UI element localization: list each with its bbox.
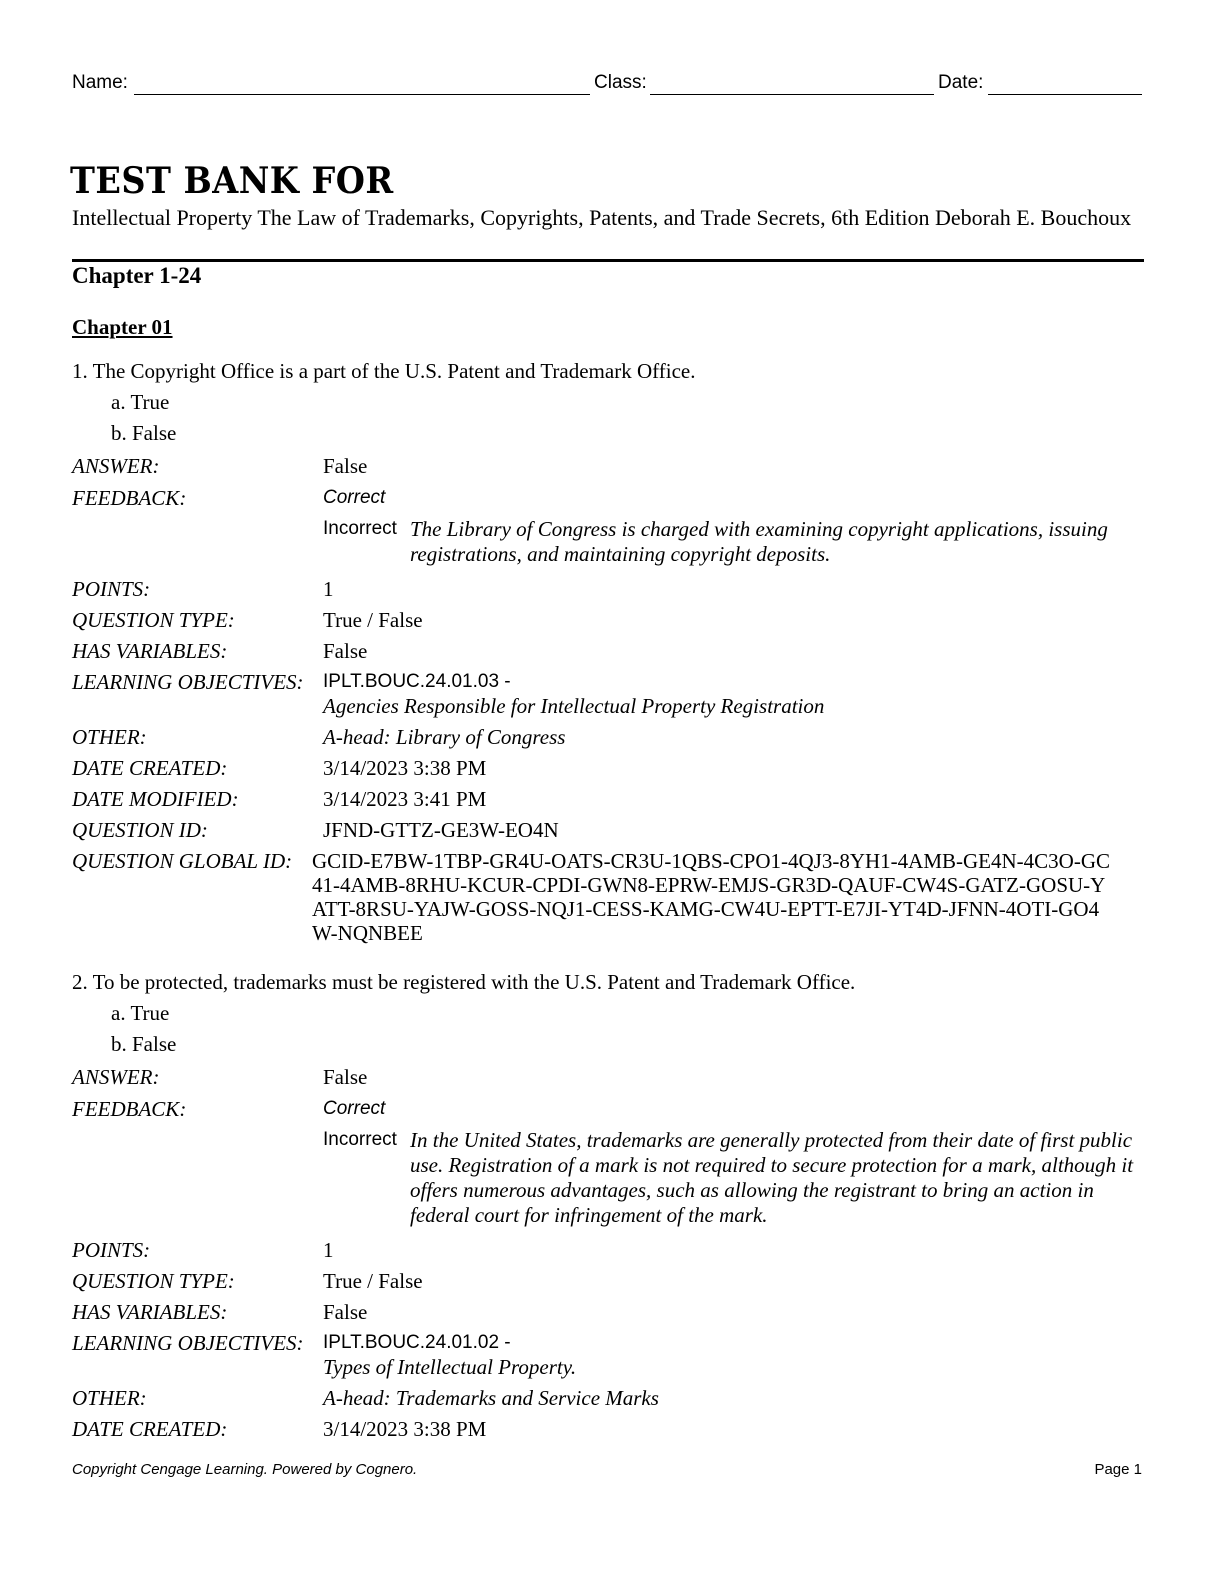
- learning-objectives-label: LEARNING OBJECTIVES:: [72, 1331, 304, 1355]
- answer-label: ANSWER:: [72, 454, 160, 478]
- date-created-value: 3/14/2023 3:38 PM: [323, 1417, 487, 1441]
- feedback-row: [72, 1097, 1146, 1228]
- question-type-value: True / False: [323, 608, 423, 632]
- option-true: a. True: [111, 1001, 170, 1025]
- question-id-row: [72, 818, 1146, 842]
- has-variables-value: False: [323, 639, 368, 663]
- other-row: [72, 725, 1146, 749]
- answer-value: False: [323, 454, 368, 478]
- chapter-range: Chapter 1-24: [72, 263, 202, 288]
- question-id-label: QUESTION ID:: [72, 818, 208, 842]
- other-label: OTHER:: [72, 725, 147, 749]
- option-false: b. False: [111, 421, 177, 445]
- question-type-row: [72, 608, 1146, 632]
- learning-objective-text: Agencies Responsible for Intellectual Property Registration: [323, 694, 825, 718]
- answer-row: [72, 1065, 1146, 1089]
- feedback-label: FEEDBACK:: [72, 486, 187, 510]
- global-id-row: [72, 849, 1146, 945]
- page-number: Page 1: [1094, 1461, 1142, 1478]
- date-modified-row: [72, 787, 1146, 811]
- name-field[interactable]: [134, 94, 590, 95]
- has-variables-label: HAS VARIABLES:: [72, 1300, 228, 1324]
- date-label: Date:: [938, 72, 984, 93]
- points-value: 1: [323, 1238, 334, 1262]
- question-type-row: [72, 1269, 1146, 1293]
- date-created-row: [72, 756, 1146, 780]
- global-id-value: GCID-E7BW-1TBP-GR4U-OATS-CR3U-1QBS-CPO1-4QJ3-8YH1-4AMB-GE4N-4C3O-GC41-4AMB-8RHU-KCUR-CPDI-GWN8-EPRW-EMJS-GR3D-QAUF-CW4S-GATZ-GOSU-YATT-8RSU-YAJW-GOSS-NQJ1-CESS-KAMG-CW4U-EPTT-E7JI-YT4D-JFNN-4OTI-GO4W-NQNBEE: [312, 849, 1110, 945]
- question-type-label: QUESTION TYPE:: [72, 608, 235, 632]
- learning-objective-text: Types of Intellectual Property.: [323, 1355, 577, 1379]
- answer-row: [72, 454, 1146, 478]
- points-row: [72, 577, 1146, 601]
- page-title: TEST BANK FOR: [70, 160, 394, 202]
- date-modified-label: DATE MODIFIED:: [72, 787, 239, 811]
- question-type-value: True / False: [323, 1269, 423, 1293]
- name-label: Name:: [72, 72, 128, 93]
- learning-objectives-label: LEARNING OBJECTIVES:: [72, 670, 304, 694]
- question-type-label: QUESTION TYPE:: [72, 1269, 235, 1293]
- other-value: A-head: Library of Congress: [323, 725, 566, 749]
- feedback-incorrect-text: The Library of Congress is charged with examining copyright applications, issuing registrations, and maintaining copyright deposits.: [410, 517, 1108, 566]
- has-variables-row: [72, 639, 1146, 663]
- class-field[interactable]: [650, 94, 934, 95]
- feedback-incorrect-text: In the United States, trademarks are generally protected from their date of first public use. Registration of a mark is not required to secure protection for a mark, although it offers numerous advantages, such as allowing the registrant to bring an action in federal court for infringement of the mark.: [410, 1128, 1134, 1227]
- feedback-incorrect-label: Incorrect: [323, 1129, 397, 1150]
- points-value: 1: [323, 577, 334, 601]
- book-title: Intellectual Property The Law of Trademarks, Copyrights, Patents, and Trade Secrets, 6th Edition Deborah E. Bouchoux: [72, 205, 1132, 230]
- date-created-label: DATE CREATED:: [72, 756, 228, 780]
- points-row: [72, 1238, 1146, 1262]
- other-value: A-head: Trademarks and Service Marks: [323, 1386, 659, 1410]
- learning-objectives-row: [72, 1331, 1146, 1379]
- answer-label: ANSWER:: [72, 1065, 160, 1089]
- has-variables-value: False: [323, 1300, 368, 1324]
- points-label: POINTS:: [72, 1238, 151, 1262]
- title-divider: [72, 259, 1144, 262]
- question-id-value: JFND-GTTZ-GE3W-EO4N: [323, 818, 559, 842]
- date-created-value: 3/14/2023 3:38 PM: [323, 756, 487, 780]
- feedback-correct-label: Correct: [323, 487, 386, 508]
- date-created-row: [72, 1417, 1146, 1441]
- option-true: a. True: [111, 390, 170, 414]
- feedback-incorrect-label: Incorrect: [323, 518, 397, 539]
- answer-value: False: [323, 1065, 368, 1089]
- feedback-correct-label: Correct: [323, 1098, 386, 1119]
- other-row: [72, 1386, 1146, 1410]
- question-block: [72, 358, 1146, 945]
- date-modified-value: 3/14/2023 3:41 PM: [323, 787, 487, 811]
- date-created-label: DATE CREATED:: [72, 1417, 228, 1441]
- other-label: OTHER:: [72, 1386, 147, 1410]
- date-field[interactable]: [988, 94, 1142, 95]
- points-label: POINTS:: [72, 577, 151, 601]
- chapter-heading: Chapter 01: [72, 315, 173, 339]
- question-stem: 2. To be protected, trademarks must be registered with the U.S. Patent and Trademark Office.: [72, 970, 856, 994]
- student-info-line: [72, 72, 1142, 98]
- feedback-label: FEEDBACK:: [72, 1097, 187, 1121]
- question-stem: 1. The Copyright Office is a part of the U.S. Patent and Trademark Office.: [72, 359, 696, 383]
- has-variables-row: [72, 1300, 1146, 1324]
- footer-copyright: Copyright Cengage Learning. Powered by Cognero.: [72, 1461, 418, 1478]
- global-id-label: QUESTION GLOBAL ID:: [72, 849, 293, 873]
- learning-objective-code: IPLT.BOUC.24.01.02 -: [323, 1332, 511, 1353]
- learning-objectives-row: [72, 670, 1146, 718]
- has-variables-label: HAS VARIABLES:: [72, 639, 228, 663]
- question-block: [72, 969, 1146, 1441]
- class-label: Class:: [594, 72, 647, 93]
- feedback-row: [72, 486, 1146, 567]
- option-false: b. False: [111, 1032, 177, 1056]
- learning-objective-code: IPLT.BOUC.24.01.03 -: [323, 671, 511, 692]
